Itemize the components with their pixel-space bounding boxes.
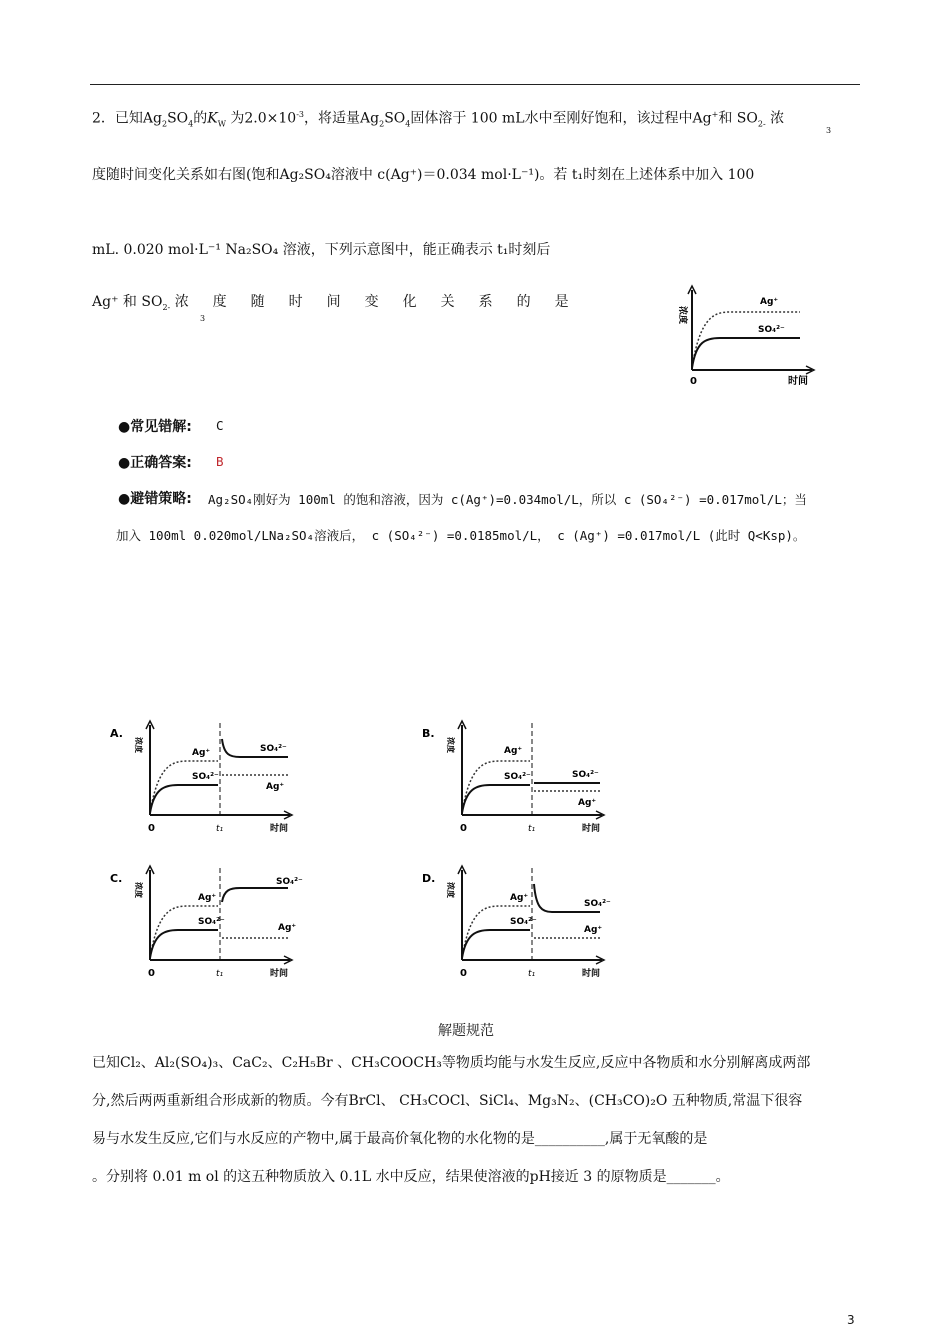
question-line-4-ion-sub: 3: [200, 314, 206, 323]
graph-c-t1: t₁: [216, 969, 224, 979]
graph-c-so4-left: SO₄²⁻: [198, 917, 225, 927]
common-error-label: ●常见错解:: [118, 419, 192, 435]
graph-d-x-label: 时间: [582, 969, 601, 979]
question-line-2: 度随时间变化关系如右图(饱和Ag₂SO₄溶液中 c(Ag⁺)＝0.034 mol·L⁻¹)。若 t₁时刻在上述体系中加入 100: [92, 167, 755, 183]
graph-a-ag-left: Ag⁺: [192, 748, 211, 758]
graph-a-origin: 0: [148, 823, 155, 834]
section-paragraph-line-1: 已知Cl₂、Al₂(SO₄)₃、CaC₂、C₂H₅Br 、CH₃COOCH₃等物质均能与水发生反应,反应中各物质和水分别解离成两部: [92, 1055, 811, 1071]
graph-a-so4-left: SO₄²⁻: [192, 772, 219, 782]
strategy-text-1: Ag₂SO₄刚好为 100ml 的饱和溶液，因为 c(Ag⁺)=0.034mol/L，所以 c (SO₄²⁻) =0.017mol/L；当: [208, 492, 807, 507]
graph-b-so4-left: SO₄²⁻: [504, 772, 531, 782]
graph-d-so4-left: SO₄²⁻: [510, 917, 537, 927]
correct-answer-label: ●正确答案:: [118, 455, 192, 471]
reference-graph: [660, 276, 820, 396]
so4-curve: [692, 338, 800, 368]
graph-d-y-label: 浓度: [446, 882, 455, 898]
option-graphs: [100, 715, 640, 990]
section-paragraph-line-3: 易与水发生反应,它们与水反应的产物中,属于最高价氧化物的水化物的是__________,属于无氧酸的是: [92, 1131, 708, 1147]
graph-d: [422, 866, 611, 979]
graph-c: [110, 866, 303, 979]
graph-b: [422, 721, 604, 834]
graph-c-so4-right: SO₄²⁻: [276, 877, 303, 887]
question-line-1-ion-sub: 3: [826, 126, 832, 135]
graph-a-ag-right: Ag⁺: [266, 782, 285, 792]
question-line-4: Ag⁺ 和 $SO_{2-}$ 浓度随时间变化关系的是: [92, 294, 593, 312]
graph-d-ag-left: Ag⁺: [510, 893, 529, 903]
graph-c-ag-left: Ag⁺: [198, 893, 217, 903]
section-paragraph-line-4: 。分别将 0.01 m ol 的这五种物质放入 0.1L 水中反应，结果使溶液的pH接近 3 的原物质是_______。: [92, 1169, 730, 1185]
graph-d-ag-right: Ag⁺: [584, 925, 603, 935]
strategy-text-2: 加入 100ml 0.020mol/LNa₂SO₄溶液后， c (SO₄²⁻) =0.0185mol/L， c (Ag⁺) =0.017mol/L (此时 Q<Ksp)。: [116, 528, 806, 543]
graph-a-so4-right: SO₄²⁻: [260, 744, 287, 754]
graph-b-so4-right: SO₄²⁻: [572, 770, 599, 780]
graph-a-y-label: 浓度: [134, 737, 143, 753]
graph-c-ag-right: Ag⁺: [278, 923, 297, 933]
correct-answer-value: B: [216, 454, 224, 469]
so4-label: SO₄²⁻: [758, 325, 785, 335]
section-paragraph-line-2: 分,然后两两重新组合形成新的物质。今有BrCl、 CH₃COCl、SiCl₄、Mg₃N₂、(CH₃CO)₂O 五种物质,常温下很容: [92, 1093, 803, 1109]
graph-c-y-label: 浓度: [134, 882, 143, 898]
graph-b-x-label: 时间: [582, 824, 601, 834]
graph-a: [110, 721, 292, 834]
graph-d-so4-right: SO₄²⁻: [584, 899, 611, 909]
graph-c-x-label: 时间: [270, 969, 289, 979]
graph-a-t1: t₁: [216, 824, 224, 834]
section-title: 解题规范: [438, 1023, 494, 1039]
graph-c-label: C.: [110, 872, 123, 885]
question-line-3: mL. 0.020 mol·L⁻¹ Na₂SO₄ 溶液，下列示意图中，能正确表示 t₁时刻后: [92, 242, 551, 258]
graph-d-label: D.: [422, 872, 436, 885]
header-rule: [90, 84, 860, 85]
strategy-label: ●避错策略:: [118, 491, 192, 507]
graph-b-ag-right: Ag⁺: [578, 798, 597, 808]
graph-d-t1: t₁: [528, 969, 536, 979]
x-label: 时间: [788, 376, 808, 387]
graph-b-label: B.: [422, 727, 435, 740]
graph-d-origin: 0: [460, 968, 467, 979]
graph-a-x-label: 时间: [270, 824, 289, 834]
origin-label: 0: [690, 376, 697, 387]
common-error-value: C: [216, 418, 224, 433]
graph-b-ag-left: Ag⁺: [504, 746, 523, 756]
graph-c-origin: 0: [148, 968, 155, 979]
graph-a-label: A.: [110, 727, 123, 740]
graph-b-t1: t₁: [528, 824, 536, 834]
graph-b-origin: 0: [460, 823, 467, 834]
ag-label: Ag⁺: [760, 297, 779, 307]
y-label: 浓度: [677, 306, 687, 325]
question-line-1: 2．已知$Ag_2SO_4$的$K_W$ 为$2.0\times 10^{-3}$，将适量$Ag_2SO_4$固体溶于 100 mL水中至刚好饱和，该过程中Ag+和 $SO_{2-}$ 浓: [92, 110, 785, 129]
page-number: 3: [847, 1313, 855, 1327]
graph-b-y-label: 浓度: [446, 737, 455, 753]
